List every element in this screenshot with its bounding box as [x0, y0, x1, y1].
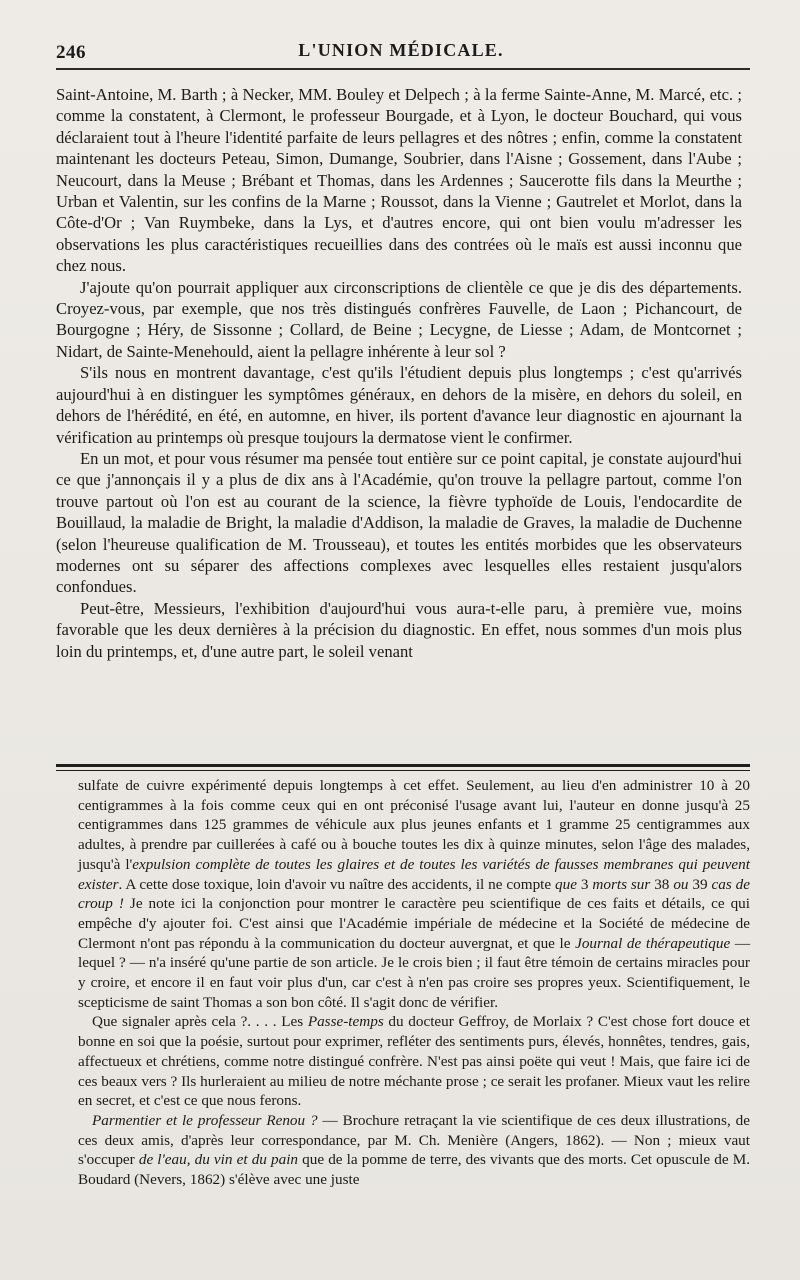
italic-run: de l'eau, du vin et du pain [138, 1151, 299, 1169]
main-paragraph-3: S'ils nous en montrent davantage, c'est qu'ils l'étudient depuis plus longtemps ; c'est qu'arrivés aujourd'hui à en distinguer les symptômes généraux, en dehors de la misère, en dehors du soleil, en dehors de l'hérédité, en été, en automne, en hiver, ils portent d'avance leur diagnostic en ajournant la vérification au printemps où presque toujours la dermatose vient le confirmer. [56, 363, 742, 447]
text-run: 39 [688, 875, 712, 893]
text-run: Je note ici la conjonction pour montrer le caractère peu scientifique de ces faits et détails, ce qui empêche d'y ajouter foi. C'est ainsi que l'Académie impériale de médecine et la Société de médecine de Clermont n'ont pas répondu à la communication du docteur auvergnat, et que le [78, 895, 750, 952]
text-run: que de la pomme de terre, des vivants que des morts. Cet opuscule de M. Boudard (Nevers, 1862) s'élève avec une juste [78, 1151, 751, 1189]
italic-run: Parmentier et le professeur Renou ? [92, 1111, 318, 1129]
main-paragraph-4: En un mot, et pour vous résumer ma pensée tout entière sur ce point capital, je constate aujourd'hui ce que j'annonçais il y a plus de dix ans à l'Académie, qu'on trouve la pellagre partout, comme l'on trouve partout où l'on est au courant de la science, la fièvre typhoïde de Louis, l'endocardite de Bouillaud, la maladie de Bright, la maladie d'Addison, la maladie de Graves, la maladie de Duchenne (selon l'heureuse qualification de M. Trousseau), et toutes les entités morbides que les observateurs modernes ont su séparer des affections complexes avec lesquelles elles restaient jusqu'alors confondues. [56, 448, 742, 597]
text-run: du docteur Geffroy, de Morlaix ? C'est chose fort douce et bonne en soi que la poésie, surtout pour exprimer, refléter des sentiments purs, élevés, honnêtes, tendres, gais, affectueux et chrétiens, comme notre distingué confrère. N'est pas ainsi poëte qui veut ! Mais, que faire ici de ces beaux vers ? Ils hurleraient au milieu de notre méchante prose ; ce serait les profaner. Mieux vaut les relire en secret, et c'est ce que nous ferons. [78, 1013, 750, 1110]
italic-run: cas de croup ! [78, 875, 750, 913]
italic-run: Passe-temps [307, 1013, 384, 1031]
main-paragraph-5: Peut-être, Messieurs, l'exhibition d'aujourd'hui vous aura-t-elle paru, à première vue, moins favorable que les deux dernières à la précision du diagnostic. En effet, nous sommes d'un mois plus loin du printemps, et, d'une autre part, le soleil venant [56, 598, 742, 661]
italic-run: morts sur [592, 875, 651, 893]
italic-run: ou [673, 875, 689, 893]
italic-run: expulsion complète de toutes les glaires et de toutes les variétés de fausses membranes qui peuvent exister [78, 855, 750, 893]
feuilleton-paragraph-2 [78, 1012, 750, 1111]
header-rule [56, 68, 750, 70]
text-run: sulfate de cuivre expérimenté depuis longtemps à cet effet. Seulement, au lieu d'en administrer 10 à 20 centigrammes à la fois comme ceux qui en ont préconisé l'usage avant lui, l'auteur en donne jusqu'à 25 centigrammes dans 125 grammes de véhicule aux plus jeunes enfants et 1 gramme 25 centigrammes aux adultes, à prendre par cuillerées à café ou à bouche toutes les dix à quinze minutes, selon l'âge des malades, jusqu'à l' [78, 777, 750, 873]
main-paragraph-1: Saint-Antoine, M. Barth ; à Necker, MM. Bouley et Delpech ; à la ferme Sainte-Anne, M. Marcé, etc. ; comme la constatent, à Clermont, le professeur Bourgade, et à Lyon, le docteur Bouchard, qui vous déclaraient tout à l'heure l'identité parfaite de leurs pellagres et des nôtres ; enfin, comme la constatent maintenant les docteurs Peteau, Simon, Dumange, Soubrier, dans l'Aisne ; Gossement, dans l'Aube ; Neucourt, dans la Meuse ; Brébant et Thomas, dans les Ardennes ; Saucerotte fils dans la Meurthe ; Urban et Valentin, sur les confins de la Marne ; Roussot, dans la Vienne ; Gautrelet et Morlot, dans la Côte-d'Or ; Van Ruymbeke, dans la Lys, et d'autres encore, qui ont bien voulu m'adresser les observations les plus caractéristiques recueillies dans des contrées où le maïs est aussi inconnu que chez nous. [56, 85, 742, 276]
text-run: 3 [576, 875, 593, 893]
feuilleton-divider [56, 764, 750, 767]
running-title: L'UNION MÉDICALE. [298, 40, 504, 60]
feuilleton-paragraph-1 [78, 776, 750, 1012]
text-run: Que signaler après cela ?. . . . Les [92, 1013, 308, 1031]
text-run: — lequel ? — n'a inséré qu'une partie de son article. Je le crois bien ; il faut être témoin de certains miracles pour y croire, et encore il en faut voir plus d'un, car c'est à n'en pas croire ses propres yeux. Scientifiquement, le scepticisme de saint Thomas a son bon côté. Il s'agit donc de vérifier. [78, 934, 751, 1011]
text-run: — Brochure retraçant la vie scientifique de ces deux illustrations, de ces deux amis, d'après leur correspondance, par M. Ch. Menière (Angers, 1862). — Non ; mieux vaut s'occuper [78, 1111, 750, 1169]
text-run: . A cette dose toxique, loin d'avoir vu naître des accidents, il ne compte [118, 875, 556, 893]
feuilleton-divider-thin [56, 770, 750, 771]
page-header [56, 40, 746, 66]
main-paragraph-2: J'ajoute qu'on pourrait appliquer aux circonscriptions de clientèle ce que je dis des départements. Croyez-vous, par exemple, que nos très distingués confrères Fauvelle, de Laon ; Pichancourt, de Bourgogne ; Héry, de Sissonne ; Collard, de Beine ; Lecygne, de Liesse ; Adam, de Montcornet ; Nidart, de Sainte-Menehould, aient la pellagre inhérente à leur sol ? [56, 277, 742, 361]
italic-run: Journal de thérapeutique [575, 934, 731, 952]
feuilleton-text [78, 776, 750, 1190]
italic-run: que [555, 875, 577, 893]
feuilleton-paragraph-3 [78, 1111, 750, 1190]
page-number: 246 [56, 42, 86, 63]
main-text [56, 84, 742, 662]
text-run: 38 [650, 875, 674, 893]
